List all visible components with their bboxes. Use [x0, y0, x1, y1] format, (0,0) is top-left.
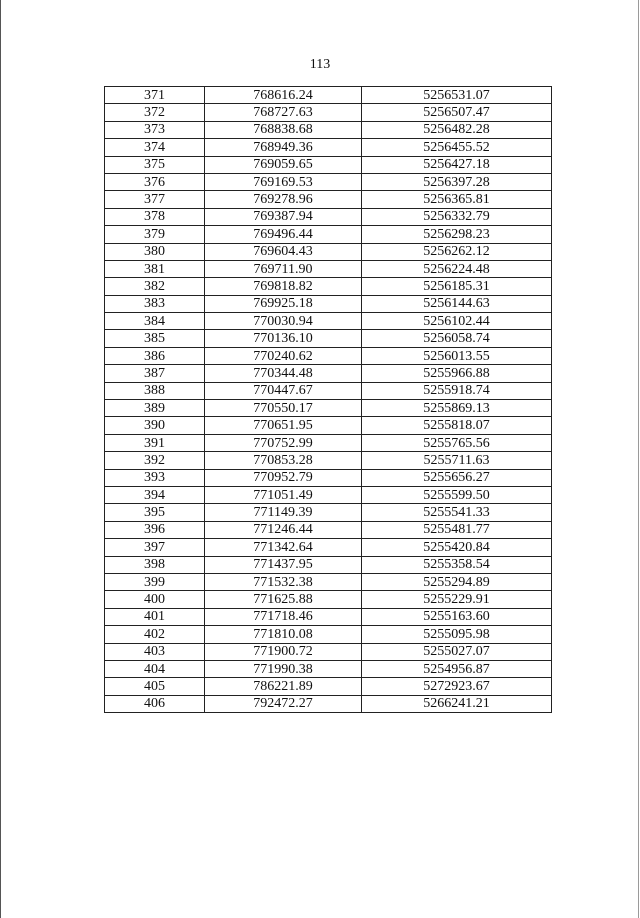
- x-coordinate-cell: 792472.27: [205, 695, 362, 712]
- page-edge-left: [0, 0, 1, 918]
- y-coordinate-cell: 5256455.52: [362, 139, 552, 156]
- x-coordinate-cell: 768616.24: [205, 87, 362, 104]
- table-row: [105, 434, 552, 451]
- table-row: [105, 626, 552, 643]
- y-coordinate-cell: 5256365.81: [362, 191, 552, 208]
- table-row: [105, 469, 552, 486]
- table-row: [105, 104, 552, 121]
- x-coordinate-cell: 769711.90: [205, 260, 362, 277]
- table-row: [105, 226, 552, 243]
- point-number-cell: 372: [105, 104, 205, 121]
- x-coordinate-cell: 771051.49: [205, 486, 362, 503]
- x-coordinate-cell: 769169.53: [205, 173, 362, 190]
- y-coordinate-cell: 5256144.63: [362, 295, 552, 312]
- table-row: [105, 139, 552, 156]
- y-coordinate-cell: 5272923.67: [362, 678, 552, 695]
- table-row: [105, 400, 552, 417]
- y-coordinate-cell: 5255656.27: [362, 469, 552, 486]
- point-number-cell: 373: [105, 121, 205, 138]
- x-coordinate-cell: 771532.38: [205, 573, 362, 590]
- point-number-cell: 375: [105, 156, 205, 173]
- point-number-cell: 385: [105, 330, 205, 347]
- y-coordinate-cell: 5255966.88: [362, 365, 552, 382]
- x-coordinate-cell: 769387.94: [205, 208, 362, 225]
- y-coordinate-cell: 5266241.21: [362, 695, 552, 712]
- y-coordinate-cell: 5255869.13: [362, 400, 552, 417]
- y-coordinate-cell: 5255163.60: [362, 608, 552, 625]
- x-coordinate-cell: 768949.36: [205, 139, 362, 156]
- point-number-cell: 405: [105, 678, 205, 695]
- point-number-cell: 380: [105, 243, 205, 260]
- point-number-cell: 378: [105, 208, 205, 225]
- y-coordinate-cell: 5255711.63: [362, 452, 552, 469]
- x-coordinate-cell: 770240.62: [205, 347, 362, 364]
- x-coordinate-cell: 770952.79: [205, 469, 362, 486]
- y-coordinate-cell: 5255481.77: [362, 521, 552, 538]
- point-number-cell: 384: [105, 313, 205, 330]
- point-number-cell: 390: [105, 417, 205, 434]
- point-number-cell: 398: [105, 556, 205, 573]
- point-number-cell: 389: [105, 400, 205, 417]
- point-number-cell: 397: [105, 539, 205, 556]
- y-coordinate-cell: 5254956.87: [362, 660, 552, 677]
- x-coordinate-cell: 771810.08: [205, 626, 362, 643]
- x-coordinate-cell: 771990.38: [205, 660, 362, 677]
- x-coordinate-cell: 771900.72: [205, 643, 362, 660]
- table-row: [105, 87, 552, 104]
- x-coordinate-cell: 768838.68: [205, 121, 362, 138]
- point-number-cell: 376: [105, 173, 205, 190]
- coordinates-table: [104, 86, 552, 713]
- coordinates-table-body: [105, 87, 552, 713]
- y-coordinate-cell: 5255229.91: [362, 591, 552, 608]
- point-number-cell: 393: [105, 469, 205, 486]
- y-coordinate-cell: 5255095.98: [362, 626, 552, 643]
- table-row: [105, 173, 552, 190]
- table-row: [105, 504, 552, 521]
- point-number-cell: 388: [105, 382, 205, 399]
- y-coordinate-cell: 5256482.28: [362, 121, 552, 138]
- point-number-cell: 381: [105, 260, 205, 277]
- point-number-cell: 404: [105, 660, 205, 677]
- table-row: [105, 243, 552, 260]
- point-number-cell: 401: [105, 608, 205, 625]
- table-row: [105, 208, 552, 225]
- point-number-cell: 399: [105, 573, 205, 590]
- table-row: [105, 330, 552, 347]
- point-number-cell: 383: [105, 295, 205, 312]
- point-number-cell: 402: [105, 626, 205, 643]
- y-coordinate-cell: 5255358.54: [362, 556, 552, 573]
- y-coordinate-cell: 5256262.12: [362, 243, 552, 260]
- table-row: [105, 608, 552, 625]
- point-number-cell: 371: [105, 87, 205, 104]
- x-coordinate-cell: 770752.99: [205, 434, 362, 451]
- x-coordinate-cell: 769278.96: [205, 191, 362, 208]
- table-row: [105, 643, 552, 660]
- table-row: [105, 486, 552, 503]
- x-coordinate-cell: 770136.10: [205, 330, 362, 347]
- y-coordinate-cell: 5255420.84: [362, 539, 552, 556]
- page-number: 113: [309, 57, 331, 72]
- y-coordinate-cell: 5256332.79: [362, 208, 552, 225]
- x-coordinate-cell: 771625.88: [205, 591, 362, 608]
- table-row: [105, 156, 552, 173]
- x-coordinate-cell: 769496.44: [205, 226, 362, 243]
- table-row: [105, 556, 552, 573]
- table-row: [105, 591, 552, 608]
- y-coordinate-cell: 5256185.31: [362, 278, 552, 295]
- y-coordinate-cell: 5255918.74: [362, 382, 552, 399]
- x-coordinate-cell: 771342.64: [205, 539, 362, 556]
- x-coordinate-cell: 771246.44: [205, 521, 362, 538]
- y-coordinate-cell: 5256531.07: [362, 87, 552, 104]
- table-row: [105, 452, 552, 469]
- point-number-cell: 382: [105, 278, 205, 295]
- x-coordinate-cell: 771718.46: [205, 608, 362, 625]
- table-row: [105, 121, 552, 138]
- x-coordinate-cell: 770344.48: [205, 365, 362, 382]
- table-row: [105, 382, 552, 399]
- point-number-cell: 392: [105, 452, 205, 469]
- y-coordinate-cell: 5255599.50: [362, 486, 552, 503]
- table-row: [105, 278, 552, 295]
- y-coordinate-cell: 5256298.23: [362, 226, 552, 243]
- x-coordinate-cell: 770447.67: [205, 382, 362, 399]
- table-row: [105, 539, 552, 556]
- point-number-cell: 377: [105, 191, 205, 208]
- table-row: [105, 260, 552, 277]
- x-coordinate-cell: 769059.65: [205, 156, 362, 173]
- table-row: [105, 521, 552, 538]
- y-coordinate-cell: 5255765.56: [362, 434, 552, 451]
- point-number-cell: 395: [105, 504, 205, 521]
- point-number-cell: 403: [105, 643, 205, 660]
- x-coordinate-cell: 770853.28: [205, 452, 362, 469]
- x-coordinate-cell: 769604.43: [205, 243, 362, 260]
- page-edge-right: [638, 0, 639, 918]
- y-coordinate-cell: 5255541.33: [362, 504, 552, 521]
- table-row: [105, 313, 552, 330]
- y-coordinate-cell: 5256507.47: [362, 104, 552, 121]
- table-row: [105, 573, 552, 590]
- table-row: [105, 660, 552, 677]
- x-coordinate-cell: 770651.95: [205, 417, 362, 434]
- point-number-cell: 394: [105, 486, 205, 503]
- point-number-cell: 386: [105, 347, 205, 364]
- x-coordinate-cell: 769818.82: [205, 278, 362, 295]
- table-row: [105, 295, 552, 312]
- x-coordinate-cell: 771437.95: [205, 556, 362, 573]
- x-coordinate-cell: 769925.18: [205, 295, 362, 312]
- table-row: [105, 365, 552, 382]
- x-coordinate-cell: 786221.89: [205, 678, 362, 695]
- point-number-cell: 396: [105, 521, 205, 538]
- y-coordinate-cell: 5255294.89: [362, 573, 552, 590]
- point-number-cell: 379: [105, 226, 205, 243]
- y-coordinate-cell: 5256397.28: [362, 173, 552, 190]
- x-coordinate-cell: 768727.63: [205, 104, 362, 121]
- point-number-cell: 374: [105, 139, 205, 156]
- table-row: [105, 417, 552, 434]
- y-coordinate-cell: 5256427.18: [362, 156, 552, 173]
- table-row: [105, 347, 552, 364]
- y-coordinate-cell: 5256058.74: [362, 330, 552, 347]
- table-row: [105, 678, 552, 695]
- y-coordinate-cell: 5256102.44: [362, 313, 552, 330]
- point-number-cell: 387: [105, 365, 205, 382]
- x-coordinate-cell: 770550.17: [205, 400, 362, 417]
- y-coordinate-cell: 5255027.07: [362, 643, 552, 660]
- point-number-cell: 391: [105, 434, 205, 451]
- point-number-cell: 406: [105, 695, 205, 712]
- y-coordinate-cell: 5256013.55: [362, 347, 552, 364]
- x-coordinate-cell: 770030.94: [205, 313, 362, 330]
- table-row: [105, 695, 552, 712]
- table-row: [105, 191, 552, 208]
- y-coordinate-cell: 5255818.07: [362, 417, 552, 434]
- point-number-cell: 400: [105, 591, 205, 608]
- y-coordinate-cell: 5256224.48: [362, 260, 552, 277]
- x-coordinate-cell: 771149.39: [205, 504, 362, 521]
